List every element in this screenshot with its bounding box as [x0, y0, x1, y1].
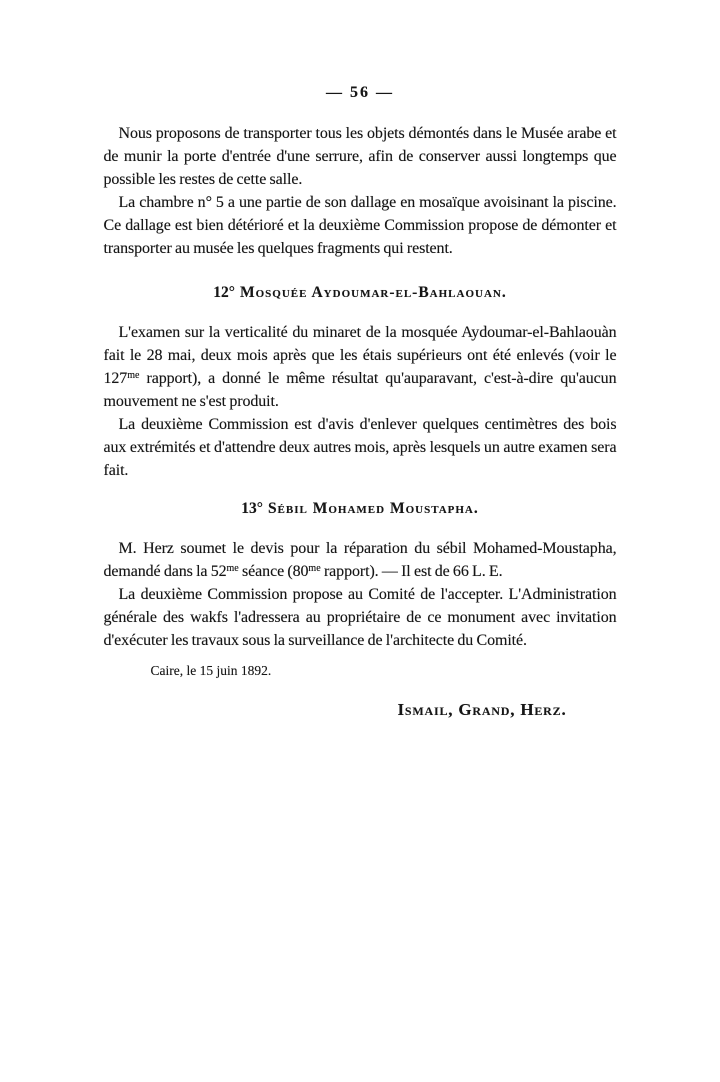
paragraph-commission-avis: La deuxième Commission est d'avis d'enlever quelques centimètres des bois aux extrémités et d'attendre deux autres mois, après lesquels un autre examen sera fait. — [103, 416, 617, 479]
section-heading-12 — [104, 282, 617, 301]
paragraph-transport-musee: Nous proposons de transporter tous les objets démontés dans le Musée arabe et de munir la porte d'entrée d'une serrure, afin de conserver aussi longtemps que possible les restes de cette salle. — [103, 125, 617, 188]
page-header — [0, 0, 720, 102]
paragraph-devis-sebil: M. Herz soumet le devis pour la réparation du sébil Mohamed-Moustapha, demandé dans la $52^{me}$ séance ($80^{me}$ rapport). — Il est de 66 L. E. — [103, 540, 617, 580]
section-title: Sébil Mohamed Moustapha. — [267, 500, 479, 517]
page-number: — 56 — — [326, 84, 394, 101]
paragraph-examen-minaret: L'examen sur la verticalité du minaret de la mosquée Aydoumar-el-Bahlaouàn fait le 28 mai, deux mois après que les étais supérieurs ont été enlevés (voir le $127^{me}$ rapport), a donné le même résultat qu'auparavant, c'est-à-dire qu'aucun mouvement ne s'est produit. — [103, 324, 617, 410]
paragraph-chambre-5: La chambre n° 5 a une partie de son dallage en mosaïque avoisinant la piscine. Ce dallage est bien détérioré et la deuxième Commission propose de démonter et transporter au musée les quelques fragments qui restent. — [103, 194, 617, 257]
paragraph-commission-accepte: La deuxième Commission propose au Comité de l'accepter. L'Administration générale des wakfs l'adressera au propriétaire de ce monument avec invitation d'exécuter les travaux sous la surveillance de l'architecte du Comité. — [103, 586, 617, 649]
date-line: Caire, le 15 juin 1892. — [150, 663, 272, 678]
section-number: 12° — [213, 284, 235, 301]
section-number: 13° — [241, 500, 263, 517]
section-title: Mosquée Aydoumar-el-Bahlaouan. — [239, 284, 507, 301]
section-heading-13 — [104, 498, 617, 517]
text-block — [104, 122, 617, 719]
signature-line: Ismail, Grand, Herz. — [397, 700, 567, 719]
